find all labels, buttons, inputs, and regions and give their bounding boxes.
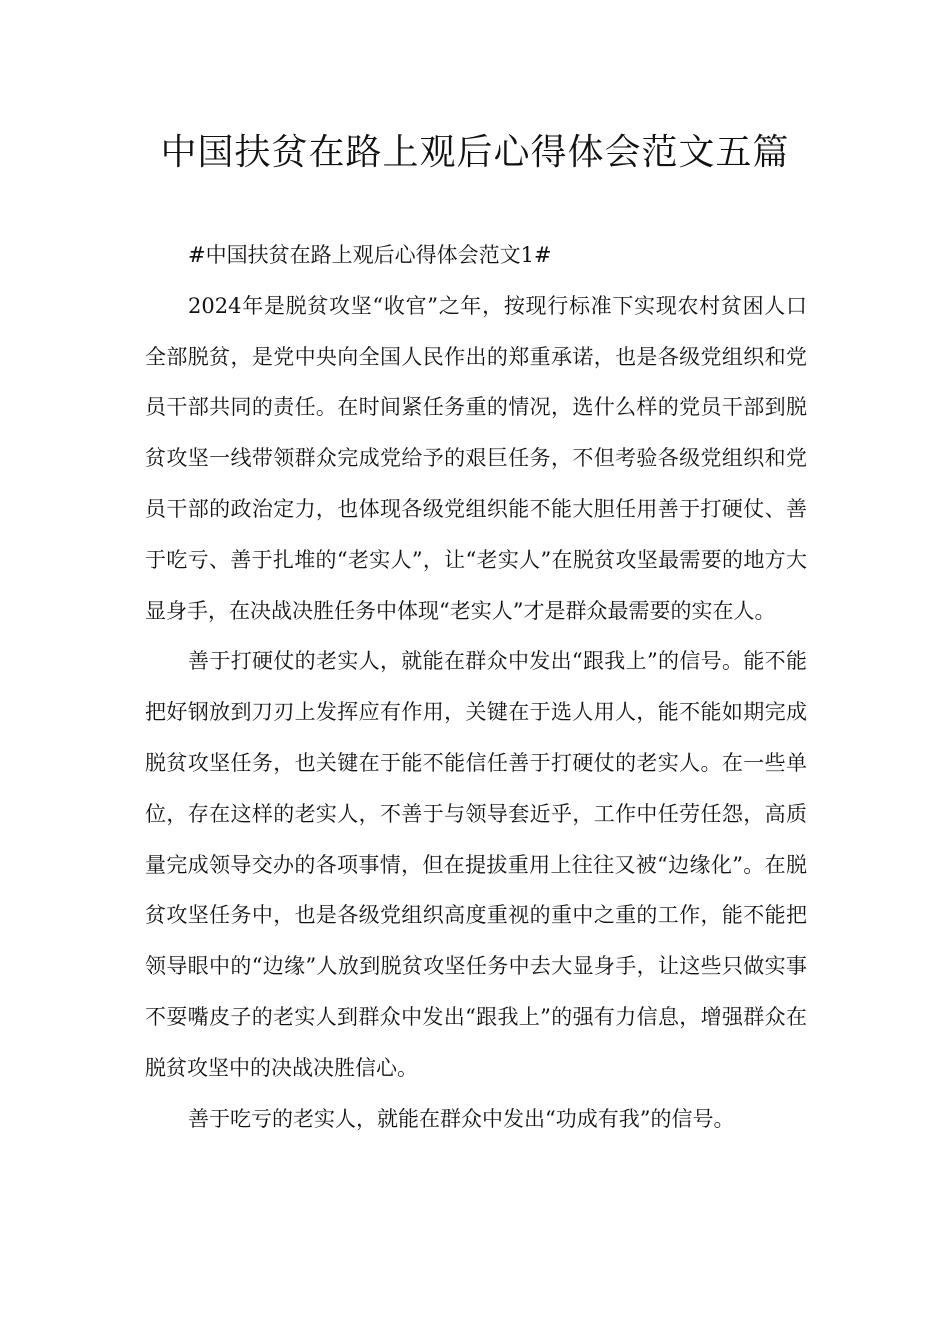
document-title: 中国扶贫在路上观后心得体会范文五篇 [160, 132, 790, 173]
paragraph-3: 善于吃亏的老实人，就能在群众中发出“功成有我”的信号。 [188, 1106, 735, 1131]
paragraph-1: 2024年是脱贫攻坚“收官”之年，按现行标准下实现农村贫困人口全部脱贫，是党中央向全国人民作出的郑重承诺，也是各级党组织和党员干部共同的责任。在时间紧任务重的情况，选什么样的党员干部到脱贫攻坚一线带领群众完成党给予的艰巨任务，不但考验各级党组织和党员干部的政治定力，也体现各级党组织能不能大胆任用善于打硬仗、善于吃亏、善于扎堆的“老实人”，让“老实人”在脱贫攻坚最需要的地方大显身手，在决战决胜任务中体现“老实人”才是群众最需要的实在人。 [145, 293, 807, 623]
document-body [145, 230, 807, 1144]
section-heading: #中国扶贫在路上观后心得体会范文1# [188, 243, 552, 267]
paragraph-2: 善于打硬仗的老实人，就能在群众中发出“跟我上”的信号。能不能把好钢放到刀刃上发挥应有作用，关键在于选人用人，能不能如期完成脱贫攻坚任务，也关键在于能不能信任善于打硬仗的老实人。在一些单位，存在这样的老实人，不善于与领导套近乎，工作中任劳任怨，高质量完成领导交办的各项事情，但在提拔重用上往往又被“边缘化”。在脱贫攻坚任务中，也是各级党组织高度重视的重中之重的工作，能不能把领导眼中的“边缘”人放到脱贫攻坚任务中去大显身手，让这些只做实事不耍嘴皮子的老实人到群众中发出“跟我上”的强有力信息，增强群众在脱贫攻坚中的决战决胜信心。 [145, 649, 807, 1080]
